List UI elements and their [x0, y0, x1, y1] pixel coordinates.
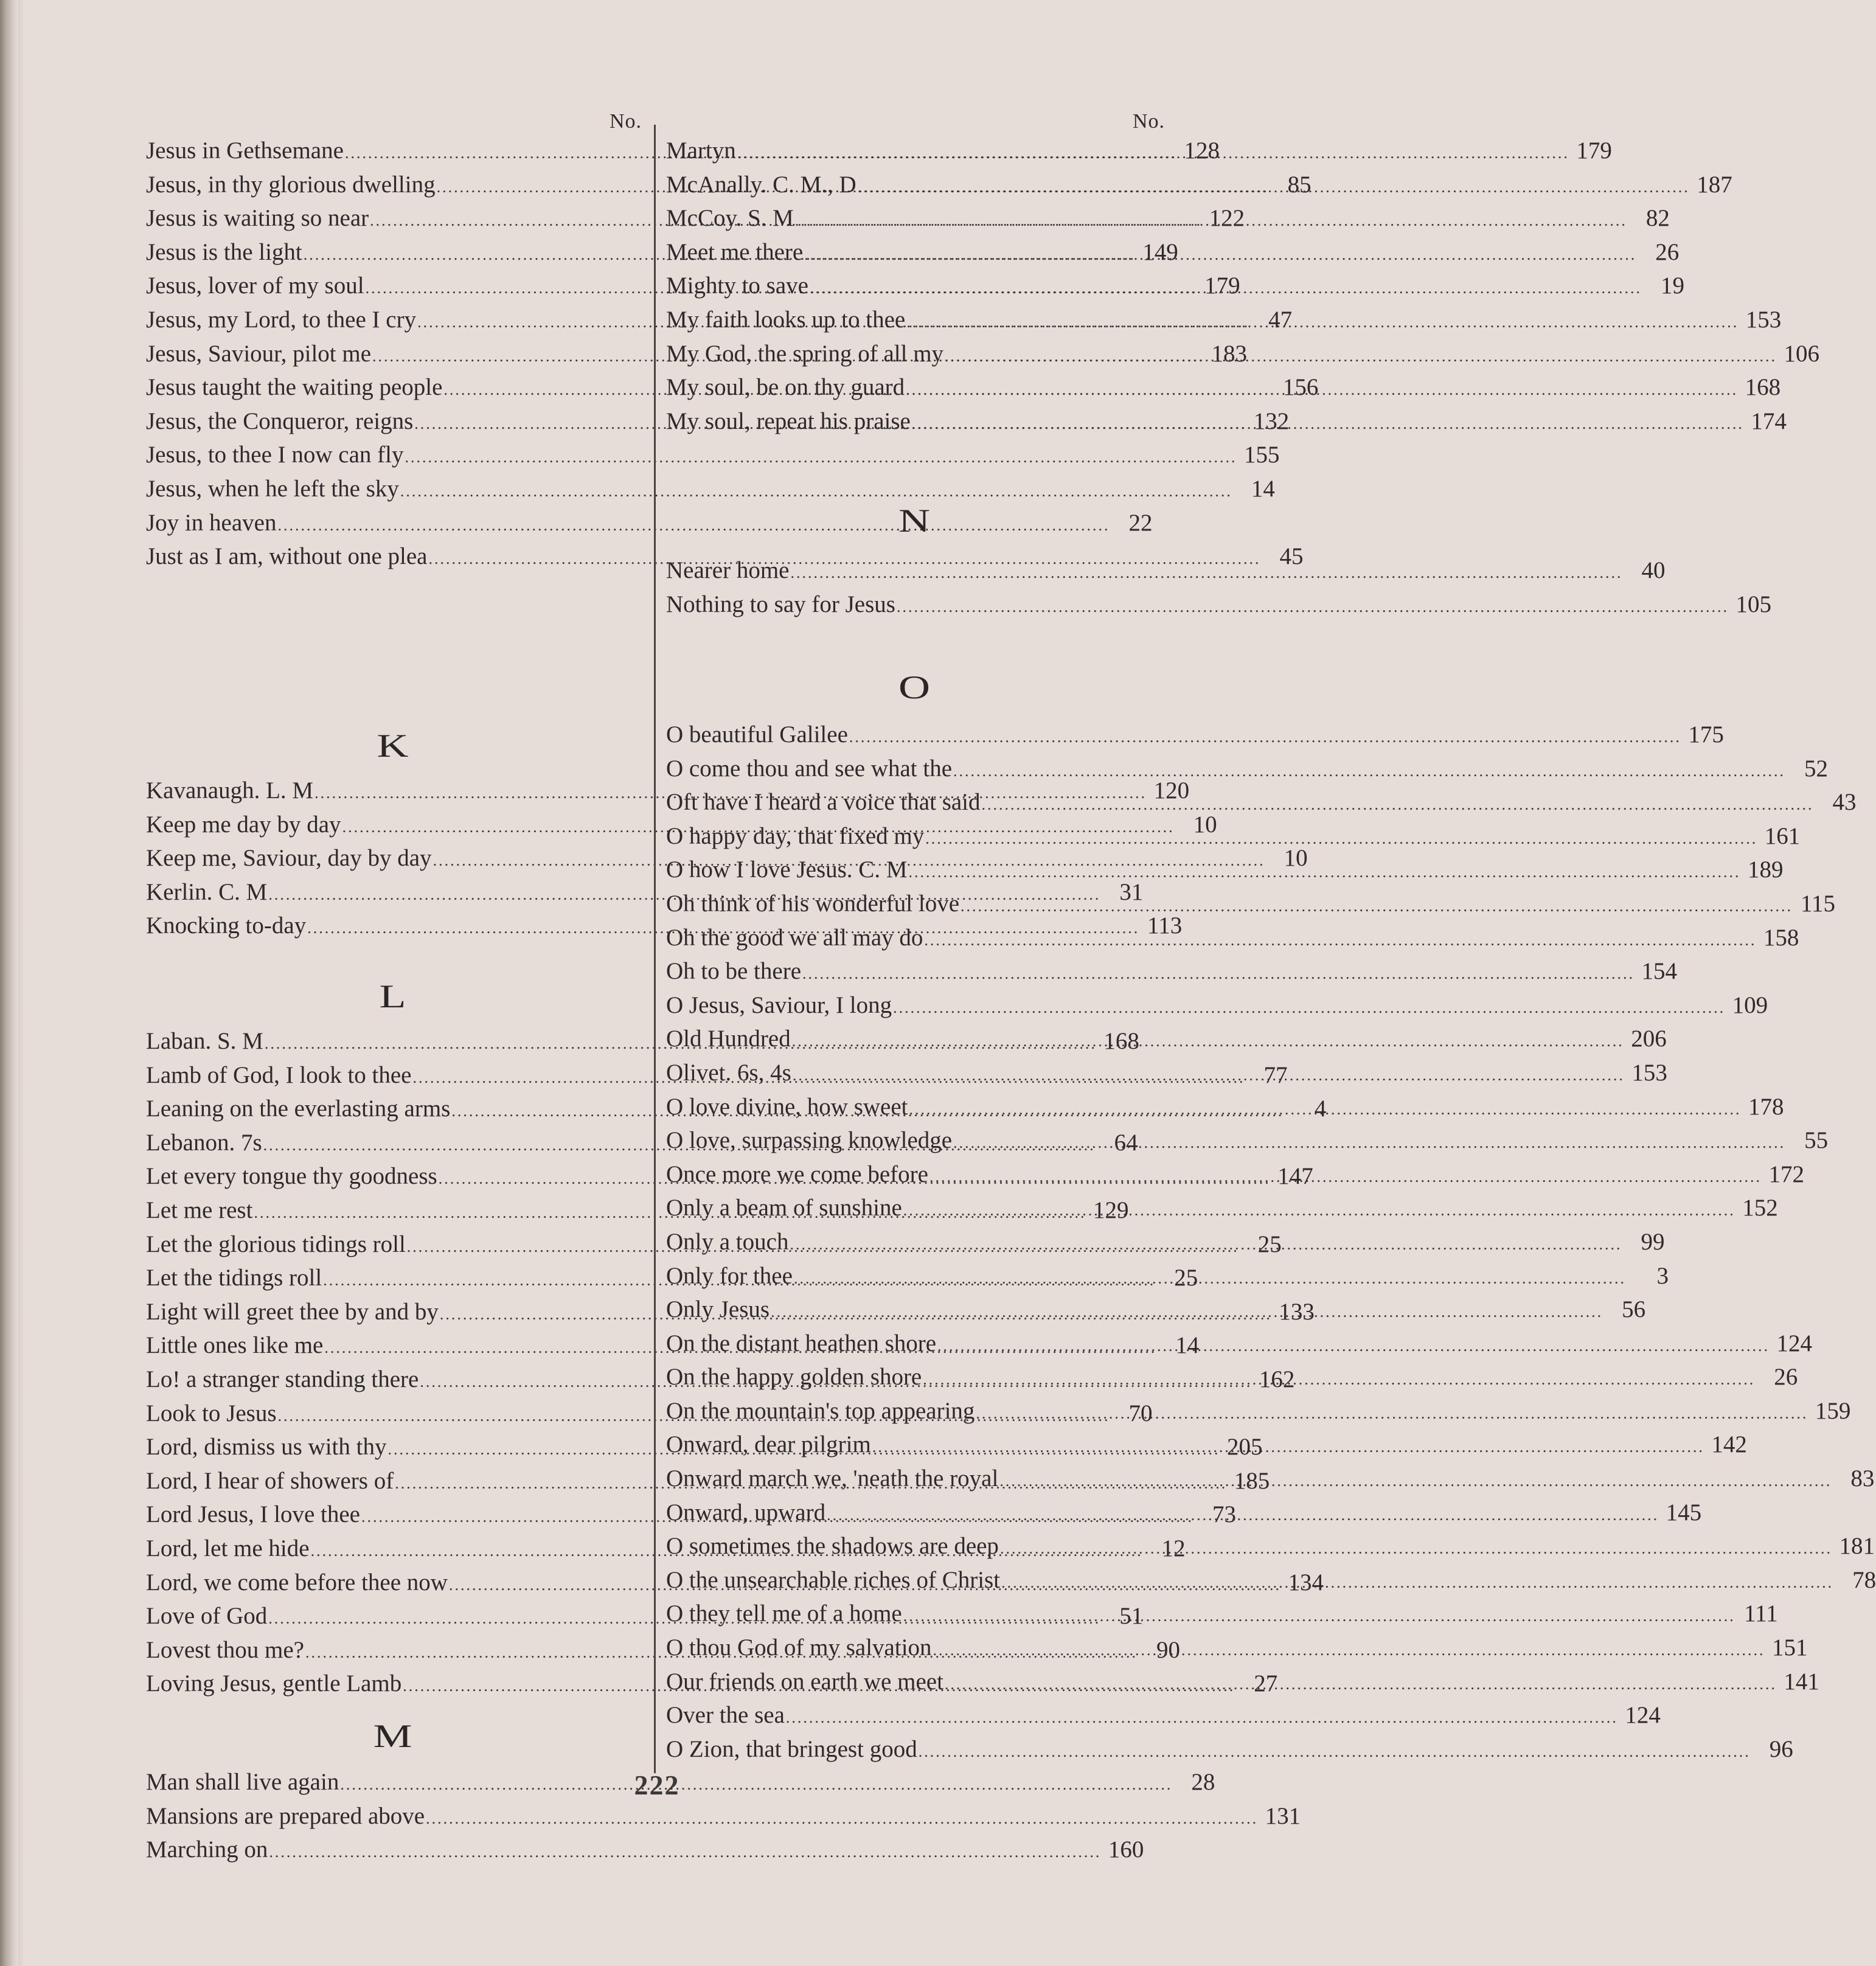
dot-leader	[953, 1126, 1785, 1160]
hymn-title: Just as I am, without one plea	[146, 543, 428, 570]
dot-leader	[903, 1599, 1735, 1633]
hymn-number: 120	[1153, 777, 1190, 804]
section-heading-o: O	[898, 669, 933, 706]
hymn-title: Lo! a stranger standing there	[146, 1366, 419, 1392]
index-entry	[666, 752, 1829, 786]
hymn-number: 162	[1259, 1366, 1295, 1392]
dot-leader	[1001, 1566, 1833, 1600]
hymn-number: 85	[1287, 171, 1311, 198]
hymn-title: Keep me day by day	[146, 811, 341, 838]
hymn-number: 129	[1093, 1197, 1129, 1223]
hymn-number: 178	[1748, 1093, 1784, 1120]
section-l	[146, 972, 642, 1021]
hymn-title: Only for thee	[666, 1262, 793, 1289]
hymn-title: Keep me, Saviour, day by day	[146, 845, 432, 872]
hymn-title: Jesus, to thee I now can fly	[146, 442, 404, 468]
dot-leader	[795, 204, 1627, 238]
hymn-title: O they tell me of a home	[666, 1600, 902, 1627]
hymn-number: 96	[1769, 1735, 1793, 1762]
hymn-title: Nearer home	[666, 557, 790, 583]
section-n	[666, 496, 1165, 545]
index-entry	[666, 1022, 1667, 1056]
index-entry	[666, 1732, 1793, 1766]
hymn-number: 161	[1764, 822, 1801, 849]
dot-leader	[269, 1835, 1101, 1869]
hymn-title: Only a touch	[666, 1228, 789, 1255]
dot-leader	[849, 720, 1681, 754]
hymn-title: Mighty to save	[666, 273, 808, 299]
hymn-number: 158	[1763, 924, 1799, 951]
hymn-title: Let the glorious tidings roll	[146, 1231, 406, 1257]
hymn-number: 25	[1174, 1265, 1198, 1291]
hymn-number: 133	[1279, 1298, 1315, 1325]
hymn-number: 168	[1103, 1028, 1139, 1054]
hymn-title: Lord Jesus, I love thee	[146, 1501, 360, 1528]
hymn-title: Lord, I hear of showers of	[146, 1467, 394, 1494]
hymn-number: 175	[1688, 721, 1724, 748]
hymn-number: 168	[1745, 374, 1781, 401]
index-entry	[146, 506, 1153, 540]
hymn-title: Martyn	[666, 137, 736, 164]
hymn-number: 141	[1784, 1668, 1819, 1695]
hymn-title: O sometimes the shadows are deep	[666, 1533, 999, 1560]
hymn-title: On the distant heathen shore	[666, 1330, 937, 1356]
hymn-number: 26	[1774, 1364, 1798, 1391]
hymn-number: 131	[1265, 1802, 1301, 1829]
dot-leader	[792, 1024, 1624, 1058]
hymn-title: My soul, repeat his praise	[666, 408, 911, 434]
hymn-number: 145	[1666, 1499, 1702, 1526]
hymn-number: 142	[1711, 1431, 1747, 1458]
hymn-title: My faith looks up to thee	[666, 306, 906, 333]
hymn-number: 12	[1161, 1535, 1186, 1561]
hymn-number: 155	[1243, 442, 1280, 468]
hymn-number: 40	[1641, 557, 1666, 583]
hymn-number: 153	[1745, 306, 1782, 333]
hymn-title: O how I love Jesus. C. M	[666, 856, 908, 883]
dot-leader	[790, 556, 1622, 590]
dot-leader	[937, 1329, 1770, 1363]
page-number: 222	[634, 1770, 680, 1801]
hymn-title: Oh think of his wonderful love	[666, 890, 960, 917]
hymn-title: Our friends on earth we meet	[666, 1668, 943, 1695]
dot-leader	[771, 1295, 1603, 1329]
hymn-title: O come thou and see what the	[666, 755, 953, 782]
dot-leader	[906, 373, 1738, 407]
dot-leader	[912, 407, 1744, 441]
index-entry	[146, 1833, 1144, 1867]
hymn-number: 113	[1147, 912, 1183, 939]
dot-leader	[405, 440, 1237, 474]
index-entry	[666, 235, 1680, 269]
hymn-number: 43	[1832, 789, 1857, 816]
hymn-number: 134	[1288, 1569, 1324, 1596]
hymn-title: Lord, let me hide	[146, 1535, 310, 1561]
hymn-title: O love, surpassing knowledge	[666, 1127, 953, 1154]
dot-leader	[945, 339, 1777, 373]
hymn-title: O thou God of my salvation	[666, 1634, 932, 1661]
hymn-title: Love of God	[146, 1603, 268, 1630]
hymn-number: 172	[1768, 1161, 1804, 1187]
index-entry	[146, 1799, 1301, 1833]
hymn-title: Oh to be there	[666, 958, 802, 985]
hymn-title: McAnally. C. M., D	[666, 171, 856, 198]
hymn-title: Jesus, lover of my soul	[146, 273, 364, 299]
hymn-number: 115	[1800, 890, 1836, 917]
hymn-title: Loving Jesus, gentle Lamb	[146, 1670, 402, 1697]
dot-leader	[737, 136, 1569, 170]
dot-leader	[924, 923, 1756, 957]
book-spine-edge	[0, 0, 18, 1966]
hymn-number: 124	[1625, 1702, 1661, 1729]
hymn-number: 156	[1282, 374, 1319, 401]
index-entry	[666, 1597, 1778, 1631]
hymn-number: 83	[1850, 1465, 1875, 1492]
hymn-title: Lord, dismiss us with thy	[146, 1434, 387, 1461]
hymn-number: 14	[1251, 475, 1275, 502]
hymn-number: 25	[1257, 1231, 1282, 1257]
dot-leader	[804, 238, 1636, 272]
hymn-number: 70	[1128, 1400, 1153, 1426]
dot-leader	[925, 822, 1757, 856]
dot-leader	[802, 957, 1635, 991]
hymn-title: Let every tongue thy goodness	[146, 1163, 437, 1190]
hymn-number: 10	[1284, 845, 1308, 872]
section-m	[146, 1712, 642, 1760]
hymn-number: 179	[1204, 273, 1240, 299]
hymn-title: Little ones like me	[146, 1332, 324, 1359]
dot-leader	[897, 590, 1729, 624]
hymn-number: 26	[1655, 238, 1680, 265]
hymn-number: 64	[1114, 1129, 1138, 1156]
hymn-number: 124	[1776, 1330, 1813, 1356]
hymn-number: 14	[1175, 1332, 1200, 1359]
index-entry	[666, 1124, 1829, 1158]
dot-leader	[790, 1228, 1622, 1262]
hymn-number: 122	[1209, 205, 1245, 232]
dot-leader	[945, 1667, 1777, 1701]
page-gutter-shadow	[18, 0, 24, 1966]
hymn-title: Jesus in Gethsemane	[146, 137, 344, 164]
hymn-number: 179	[1576, 137, 1612, 164]
hymn-title: Jesus, in thy glorious dwelling	[146, 171, 436, 198]
dot-leader	[426, 1802, 1258, 1836]
dot-leader	[827, 1498, 1659, 1532]
hymn-number: 19	[1660, 273, 1684, 299]
hymn-number: 78	[1852, 1566, 1876, 1593]
hymn-number: 154	[1641, 958, 1678, 985]
hymn-title: Over the sea	[666, 1702, 785, 1729]
hymn-title: O love divine, how sweet	[666, 1093, 908, 1120]
hymn-title: Nothing to say for Jesus	[666, 591, 895, 617]
dot-leader	[893, 991, 1725, 1025]
hymn-title: Marching on	[146, 1836, 268, 1863]
index-entry	[146, 472, 1275, 506]
hymn-number: 55	[1804, 1127, 1829, 1154]
hymn-title: Only Jesus	[666, 1296, 770, 1323]
hymn-title: My God, the spring of all my	[666, 340, 944, 367]
hymn-number: 77	[1263, 1061, 1288, 1088]
hymn-title: Lord, we come before thee now	[146, 1569, 448, 1596]
hymn-title: Let the tidings roll	[146, 1265, 322, 1291]
hymn-title: O Zion, that bringest good	[666, 1735, 917, 1762]
dot-leader	[976, 1397, 1808, 1431]
hymn-number: 132	[1253, 408, 1290, 434]
hymn-number: 73	[1212, 1501, 1236, 1528]
hymn-title: Laban. S. M	[146, 1028, 263, 1054]
dot-leader	[999, 1464, 1832, 1498]
index-entry	[666, 588, 1771, 622]
hymn-title: Joy in heaven	[146, 509, 277, 536]
hymn-title: Jesus, Saviour, pilot me	[146, 340, 372, 367]
hymn-title: Meet me there	[666, 238, 804, 265]
index-entry	[666, 1191, 1778, 1225]
hymn-title: Oh the good we all may do	[666, 924, 923, 951]
dot-leader	[923, 1363, 1755, 1397]
hymn-number: 51	[1119, 1603, 1144, 1630]
hymn-number: 128	[1184, 137, 1220, 164]
index-entry	[666, 718, 1724, 752]
hymn-number: 153	[1631, 1059, 1667, 1086]
hymn-number: 147	[1277, 1163, 1313, 1190]
hymn-number: 206	[1631, 1026, 1667, 1052]
hymn-title: Mansions are prepared above	[146, 1802, 425, 1829]
hymn-title: Oft have I heard a voice that said	[666, 789, 981, 816]
hymn-number: 205	[1226, 1434, 1263, 1461]
hymn-title: Jesus, when he left the sky	[146, 475, 399, 502]
hymn-title: Jesus, my Lord, to thee I cry	[146, 306, 417, 333]
index-entry	[666, 954, 1678, 988]
dot-leader	[919, 1735, 1751, 1769]
hymn-number: 31	[1119, 878, 1144, 905]
column-divider	[654, 125, 656, 1773]
hymn-title: Look to Jesus	[146, 1400, 277, 1426]
hymn-title: Let me rest	[146, 1197, 253, 1223]
dot-leader	[933, 1633, 1765, 1667]
hymn-title: Olivet. 6s, 4s	[666, 1059, 791, 1086]
dot-leader	[872, 1430, 1704, 1464]
hymn-title: My soul, be on thy guard	[666, 374, 905, 401]
hymn-title: McCoy. S. M	[666, 205, 794, 232]
hymn-number: 90	[1156, 1636, 1180, 1663]
section-k	[146, 721, 642, 770]
hymn-title: Only a beam of sunshine	[666, 1195, 902, 1221]
number-column-header: No.	[609, 110, 642, 133]
hymn-title: Old Hundred	[666, 1026, 791, 1052]
hymn-title: Light will greet thee by and by	[146, 1298, 439, 1325]
hymn-number: 183	[1211, 340, 1248, 367]
hymn-title: Leaning on the everlasting arms	[146, 1096, 451, 1122]
section-heading-m: M	[373, 1718, 415, 1754]
hymn-number: 45	[1279, 543, 1304, 570]
hymn-title: Lebanon. 7s	[146, 1129, 262, 1156]
dot-leader	[903, 1193, 1735, 1228]
hymn-title: Once more we come before	[666, 1161, 928, 1187]
hymn-title: Onward, dear pilgrim	[666, 1431, 871, 1458]
hymn-number: 22	[1128, 509, 1153, 536]
hymn-number: 109	[1732, 992, 1768, 1018]
hymn-number: 47	[1268, 306, 1293, 333]
hymn-number: 185	[1234, 1467, 1270, 1494]
dot-leader	[340, 1768, 1172, 1802]
index-entry	[666, 1090, 1784, 1124]
dot-leader	[858, 170, 1690, 204]
hymn-number: 27	[1254, 1670, 1278, 1697]
dot-leader	[982, 788, 1814, 822]
hymn-number: 187	[1697, 171, 1732, 198]
hymn-title: Knocking to-day	[146, 912, 307, 939]
hymn-number: 10	[1193, 811, 1217, 838]
hymn-number: 52	[1804, 755, 1829, 782]
section-heading-l: L	[379, 978, 409, 1015]
hymn-number: 105	[1735, 591, 1771, 617]
dot-leader	[793, 1058, 1625, 1092]
hymn-number: 99	[1641, 1228, 1665, 1255]
hymn-title: Kerlin. C. M	[146, 878, 268, 905]
hymn-number: 82	[1645, 205, 1670, 232]
hymn-number: 160	[1108, 1836, 1144, 1863]
hymn-title: O the unsearchable riches of Christ	[666, 1566, 1001, 1593]
hymn-title: Jesus is the light	[146, 238, 302, 265]
hymn-number: 151	[1772, 1634, 1808, 1661]
hymn-number: 152	[1742, 1195, 1778, 1221]
hymn-title: Man shall live again	[146, 1769, 339, 1795]
section-o	[666, 663, 1165, 712]
hymn-title: Kavanaugh. L. M	[146, 777, 314, 804]
section-heading-n: N	[898, 502, 933, 539]
hymn-title: O happy day, that fixed my	[666, 822, 925, 849]
hymn-title: O Jesus, Saviour, I long	[666, 992, 892, 1018]
hymn-number: 181	[1839, 1533, 1875, 1560]
dot-leader	[906, 305, 1739, 339]
hymn-number: 174	[1751, 408, 1787, 434]
index-entry	[666, 887, 1836, 921]
dot-leader	[786, 1701, 1618, 1735]
dot-leader	[961, 889, 1793, 923]
hymn-title: Jesus, the Conqueror, reigns	[146, 408, 414, 434]
section-heading-k: K	[377, 728, 411, 764]
hymn-title: O beautiful Galilee	[666, 721, 848, 748]
hymn-number: 56	[1622, 1296, 1646, 1323]
index-entry	[666, 1394, 1851, 1428]
number-column-header-right: No.	[1132, 110, 1165, 133]
dot-leader	[929, 1160, 1762, 1194]
hymn-number: 159	[1815, 1397, 1851, 1424]
hymn-title: On the happy golden shore	[666, 1364, 922, 1391]
dot-leader	[953, 754, 1785, 788]
dot-leader	[810, 271, 1642, 305]
hymn-title: Lamb of God, I look to thee	[146, 1061, 412, 1088]
dot-leader	[794, 1262, 1626, 1296]
hymn-title: Onward march we, 'neath the royal	[666, 1465, 999, 1492]
index-entry	[146, 438, 1280, 472]
hymn-number: 149	[1142, 238, 1178, 265]
hymn-number: 106	[1784, 340, 1820, 367]
index-entry	[666, 1698, 1661, 1732]
hymn-title: Lovest thou me?	[146, 1636, 304, 1663]
dot-leader	[909, 855, 1741, 889]
dot-leader	[1000, 1532, 1832, 1566]
hymn-number: 189	[1748, 856, 1784, 883]
hymn-title: On the mountain's top appearing	[666, 1397, 975, 1424]
hymn-number: 28	[1191, 1769, 1215, 1795]
dot-leader	[909, 1092, 1742, 1127]
hymn-title: Onward, upward	[666, 1499, 826, 1526]
hymn-number: 111	[1744, 1600, 1778, 1627]
hymn-title: Jesus is waiting so near	[146, 205, 369, 232]
hymn-number: 4	[1314, 1096, 1327, 1122]
hymn-number: 3	[1656, 1262, 1669, 1289]
hymn-title: Jesus taught the waiting people	[146, 374, 443, 401]
index-entry	[666, 988, 1768, 1023]
